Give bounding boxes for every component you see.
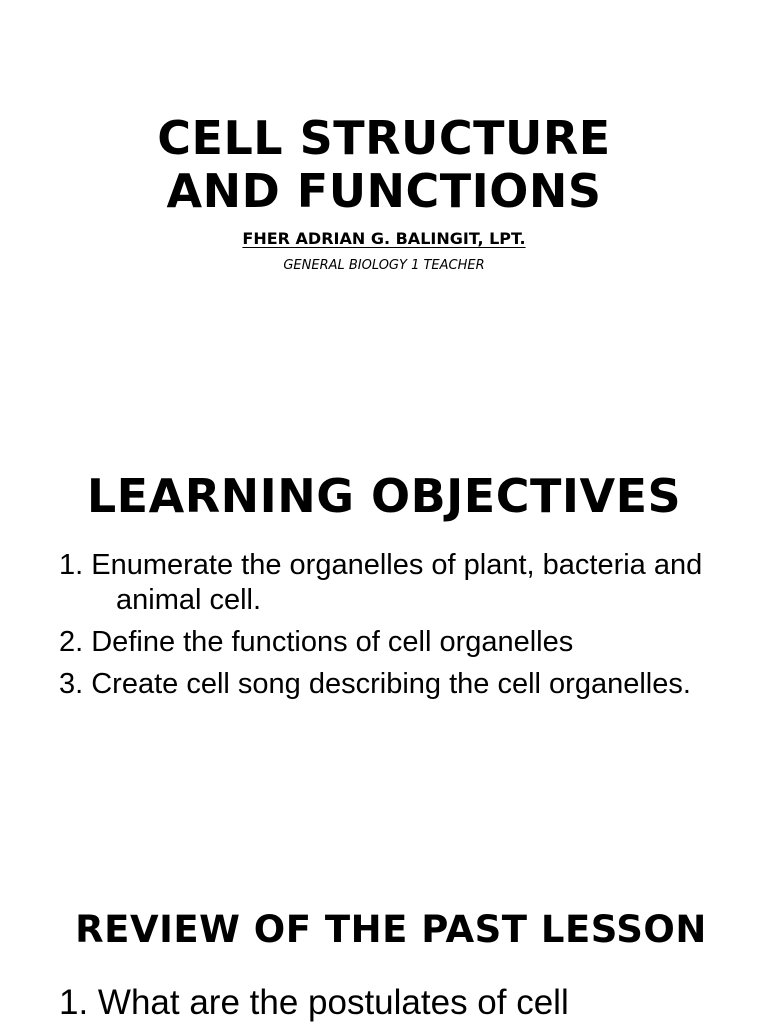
- objectives-list: [59, 548, 749, 709]
- objectives-slide: [0, 384, 768, 768]
- author-name-text: FHER ADRIAN G. BALINGIT, LPT.: [242, 229, 526, 248]
- author-name: [0, 229, 768, 249]
- author-role: GENERAL BIOLOGY 1 TEACHER: [283, 258, 485, 273]
- objective-item-3: 3. Create cell song describing the cell organelles.: [59, 668, 691, 700]
- objective-item-2: 2. Define the functions of cell organelles: [59, 626, 574, 658]
- title-slide: [0, 0, 768, 384]
- review-heading: REVIEW OF THE PAST LESSON: [75, 908, 707, 951]
- slide-title-line-1: CELL STRUCTURE: [157, 111, 611, 165]
- review-slide: [0, 768, 768, 1024]
- slide-title: [0, 112, 768, 218]
- review-item-1: 1. What are the postulates of cell: [59, 983, 569, 1022]
- review-list: [59, 982, 759, 1024]
- slide-title-line-2: AND FUNCTIONS: [166, 164, 602, 218]
- objective-item-1: 1. Enumerate the organelles of plant, bacteria and animal cell.: [59, 549, 703, 616]
- objectives-heading: LEARNING OBJECTIVES: [86, 469, 682, 523]
